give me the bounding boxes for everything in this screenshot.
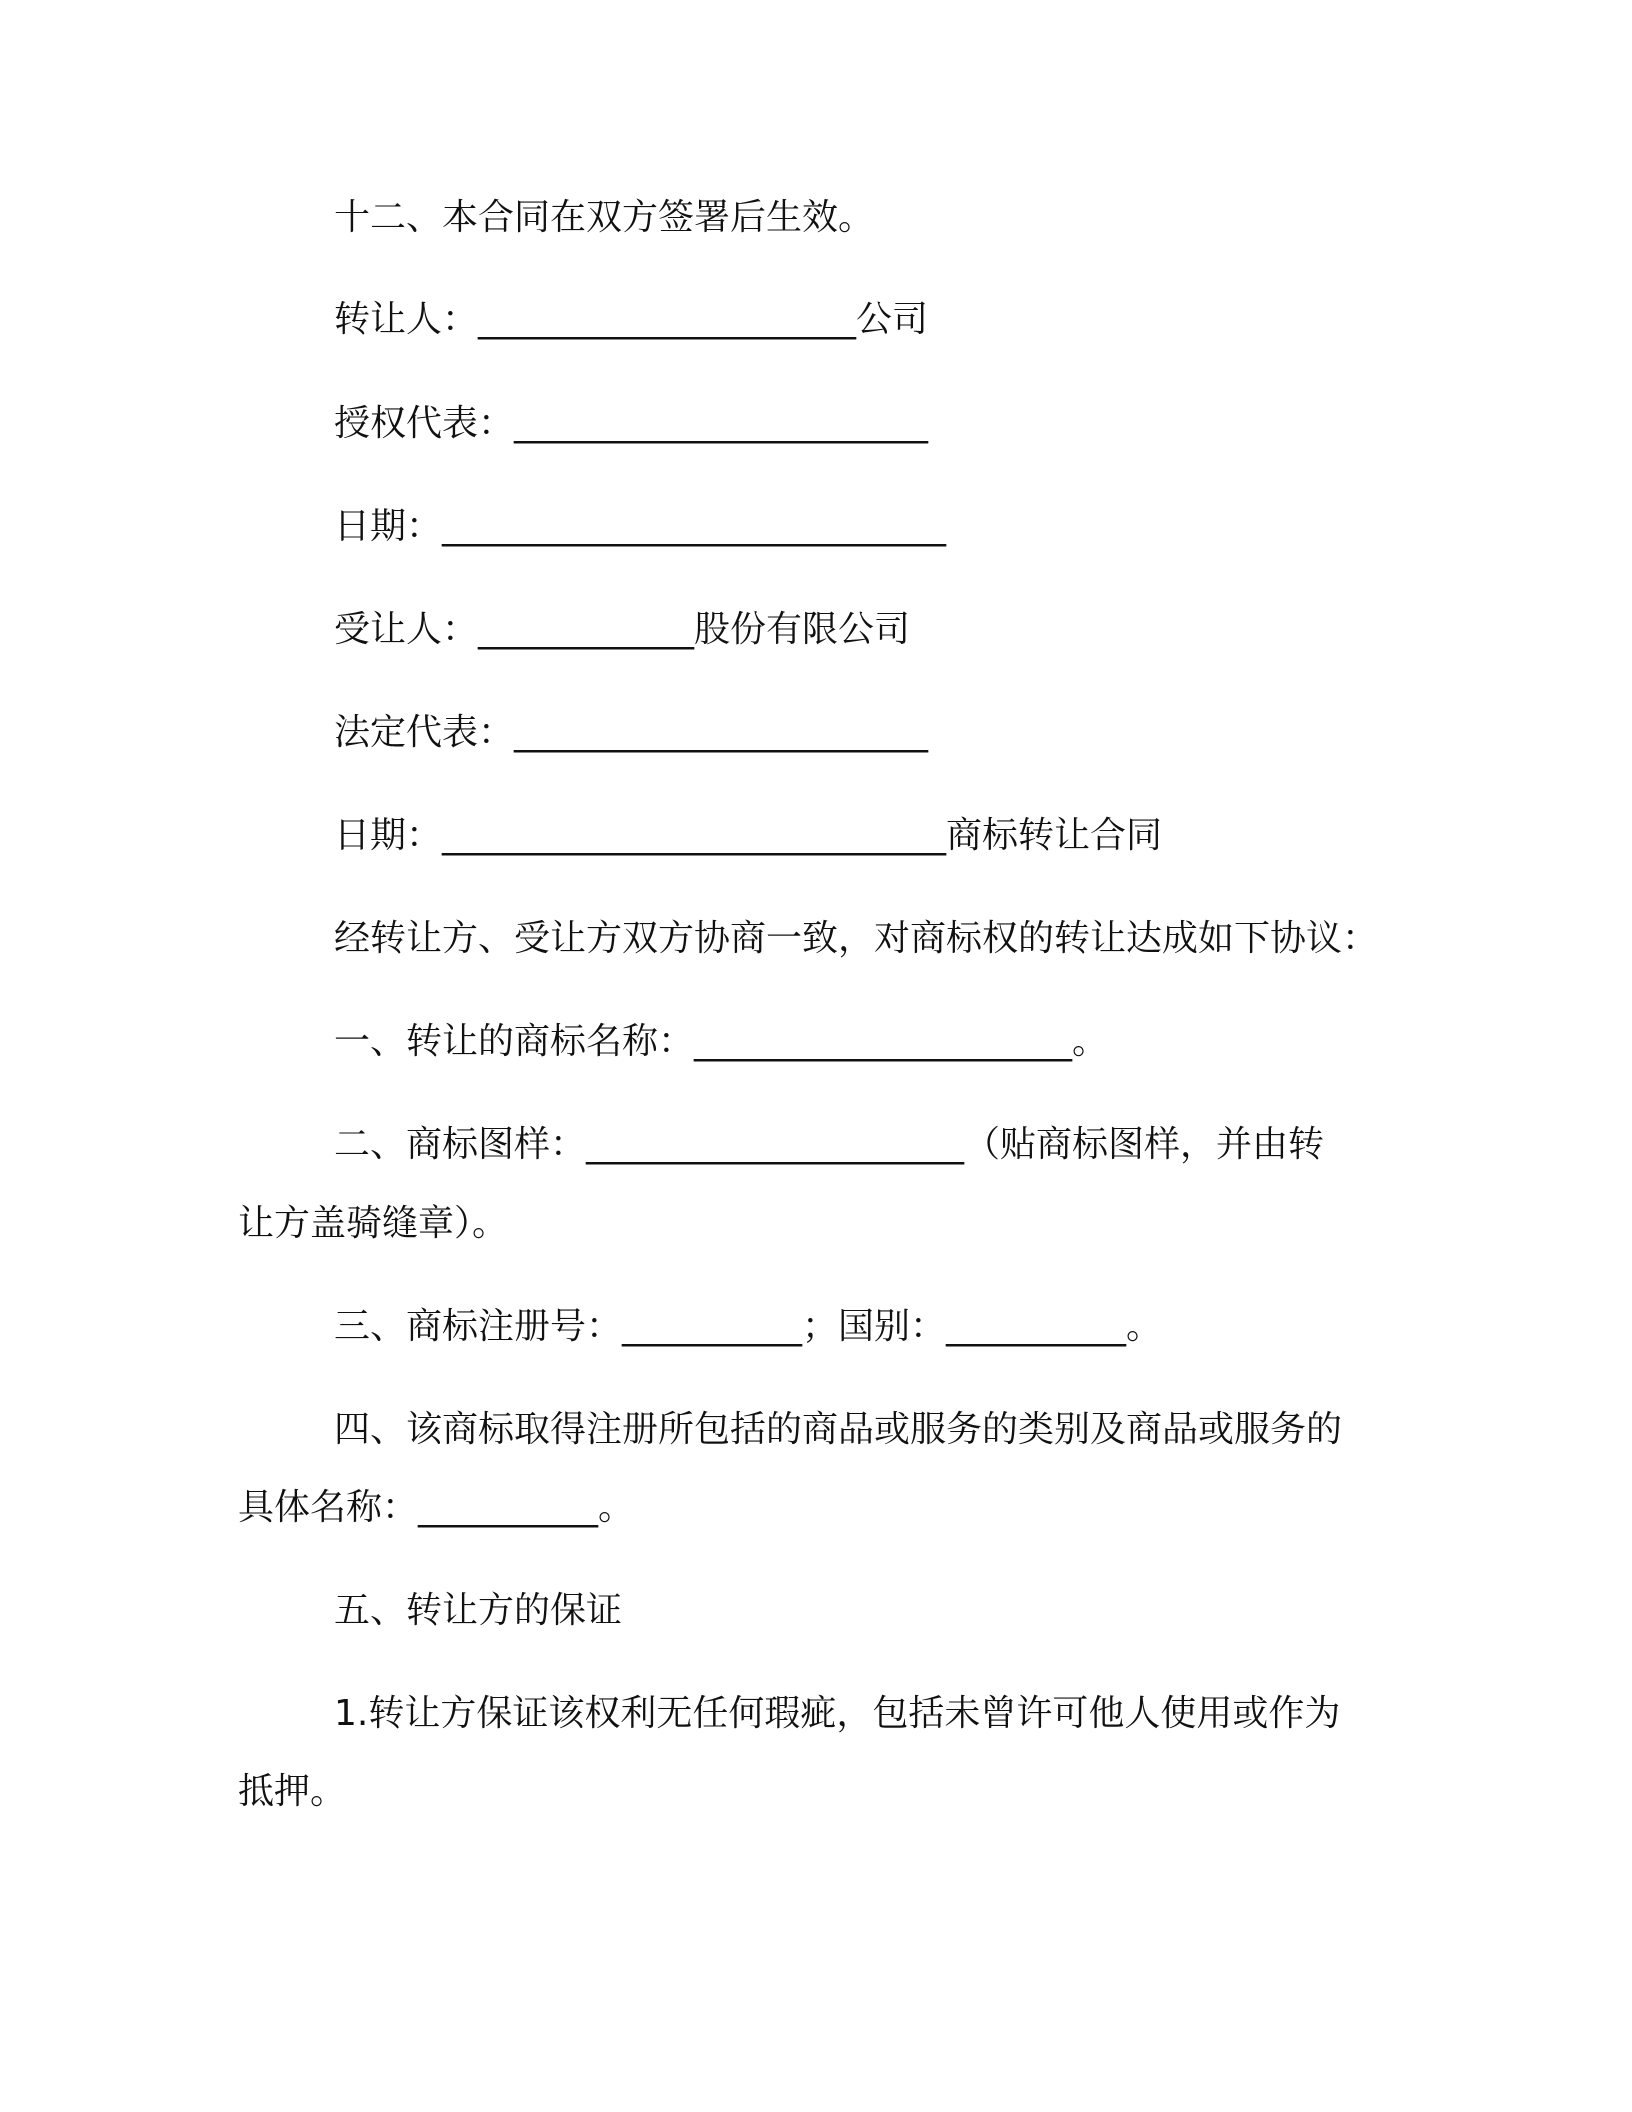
clause-2-continuation: 让方盖骑缝章）。 <box>238 1203 509 1244</box>
transferee-line: 受让人：____________股份有限公司 <box>334 609 911 650</box>
clause-4-continuation: 具体名称：__________。 <box>238 1487 635 1528</box>
clause-3-registration: 三、商标注册号：__________；国别：__________。 <box>334 1306 1163 1347</box>
clause-1-name: 一、转让的商标名称：_____________________。 <box>334 1021 1109 1062</box>
transferor-line: 转让人：_____________________公司 <box>334 299 929 340</box>
date-line-2-title: 日期：____________________________商标转让合同 <box>334 815 1163 856</box>
clause-12-effective: 十二、本合同在双方签署后生效。 <box>334 197 875 238</box>
authorized-rep-line: 授权代表：_______________________ <box>334 403 929 444</box>
legal-rep-line: 法定代表：_______________________ <box>334 712 929 753</box>
clause-5-heading: 五、转让方的保证 <box>334 1590 623 1631</box>
date-line-1: 日期：____________________________ <box>334 506 947 547</box>
clause-2-design: 二、商标图样：_____________________（贴商标图样，并由转 <box>334 1124 1325 1165</box>
clause-5-1-guarantee: 1.转让方保证该权利无任何瑕疵，包括未曾许可他人使用或作为 <box>334 1693 1341 1734</box>
intro-paragraph: 经转让方、受让方双方协商一致，对商标权的转让达成如下协议： <box>334 918 1379 959</box>
clause-5-1-continuation: 抵押。 <box>238 1771 347 1812</box>
clause-4-categories: 四、该商标取得注册所包括的商品或服务的类别及商品或服务的 <box>334 1409 1343 1450</box>
